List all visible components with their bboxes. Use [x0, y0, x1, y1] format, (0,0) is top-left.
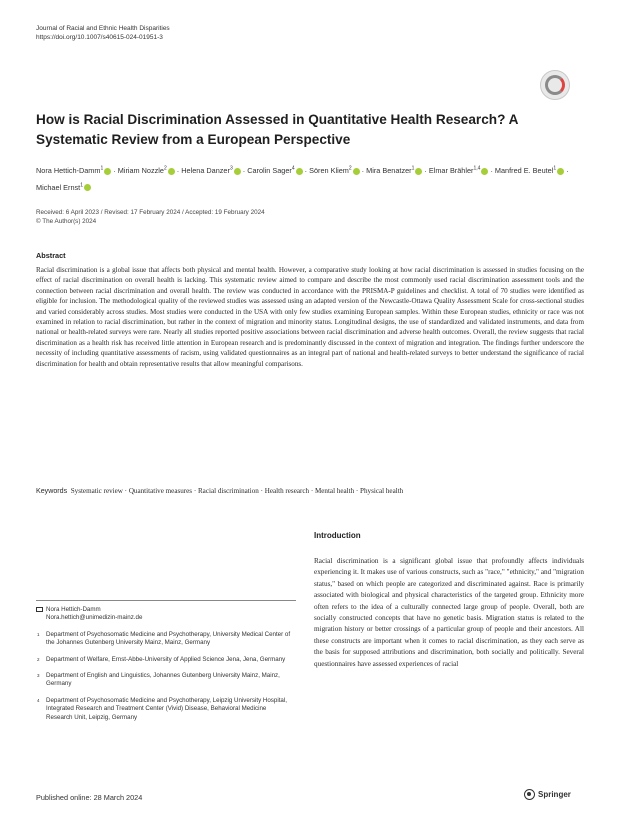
author-list: Nora Hettich-Damm$^1$ · Miriam Nozzle$^2$ · Helena Danzer$^3$ · Carolin Sager$^4$ · Sören Kliem$^2$ · Mira Benatzer$^1$ · Elmar Brähler$^{1,4}$ · Manfred E. Beutel$^1$ · Michael Ernst$^1$: [36, 166, 569, 192]
affiliation-number: 4: [37, 697, 40, 703]
affiliation: [36, 672, 291, 689]
footnotes: [36, 606, 291, 730]
author-name: Michael Ernst: [36, 182, 81, 192]
footnote-divider: [36, 600, 296, 601]
author: [495, 166, 564, 175]
correspondence: [36, 606, 291, 623]
author-affiliation-number: 1: [553, 166, 557, 172]
affiliation-list: [36, 631, 291, 722]
affiliation-text: Department of Psychosomatic Medicine and Psychotherapy, University Medical Center of the Johannes Gutenberg University Mainz, Mainz, Germany: [46, 630, 291, 647]
author-name: Nora Hettich-Damm: [36, 166, 101, 176]
author: [247, 166, 302, 175]
author-name: Sören Kliem: [309, 166, 349, 176]
crossmark-icon[interactable]: [540, 70, 570, 100]
author-affiliation-number: 1: [411, 166, 415, 172]
author-name: Carolin Sager: [247, 166, 292, 176]
author-name: Helena Danzer: [181, 166, 230, 176]
affiliation-text: Department of Psychosomatic Medicine and Psychotherapy, Leipzig University Hospital, Integrated Research and Treatment Center (Vivid) Disease, Behavioral Medicine Research Unit, Leipzig, Germany: [46, 696, 287, 721]
doi-link[interactable]: https://doi.org/10.1007/s40615-024-01951-3: [36, 34, 163, 41]
affiliation: [36, 697, 291, 722]
author: [181, 166, 240, 175]
article-title: How is Racial Discrimination Assessed in Quantitative Health Research? A Systematic Review from a European Perspective: [36, 112, 518, 147]
affiliation-text: Department of English and Linguistics, Johannes Gutenberg University Mainz, Mainz, Germany: [46, 672, 280, 688]
affiliation-number: 1: [37, 631, 40, 637]
author-name: Elmar Brähler: [428, 166, 474, 176]
author: [36, 183, 91, 192]
author-affiliation-number: 1: [100, 166, 104, 172]
author: [309, 166, 360, 175]
mail-icon: [36, 607, 43, 612]
orcid-icon[interactable]: [296, 168, 303, 175]
author: [429, 166, 489, 175]
affiliation-text: Department of Welfare, Ernst-Abbe-University of Applied Science Jena, Jena, Germany: [46, 655, 286, 663]
introduction-heading: Introduction: [314, 531, 361, 540]
orcid-icon[interactable]: [84, 184, 91, 191]
author-affiliation-number: 1: [80, 182, 83, 189]
affiliation-number: 2: [37, 656, 40, 662]
author-affiliation-number: 2: [163, 166, 167, 172]
author: [366, 166, 422, 175]
history-dates: Received: 6 April 2023 / Revised: 17 February 2024 / Accepted: 19 February 2024: [36, 209, 265, 216]
author-affiliation-number: 3: [229, 166, 233, 172]
orcid-icon[interactable]: [104, 168, 111, 175]
orcid-icon[interactable]: [353, 168, 360, 175]
publisher-name: Springer: [538, 790, 571, 799]
author-name: Manfred E. Beutel: [494, 166, 554, 176]
orcid-icon[interactable]: [415, 168, 422, 175]
orcid-icon[interactable]: [481, 168, 488, 175]
journal-name: Journal of Racial and Ethnic Health Disparities: [36, 25, 170, 32]
author: [118, 166, 175, 175]
author-affiliation-number: 4: [291, 166, 295, 172]
author: [36, 166, 111, 175]
orcid-icon[interactable]: [168, 168, 175, 175]
correspondence-name: Nora Hettich-Damm: [46, 606, 101, 613]
abstract-heading: Abstract: [36, 251, 66, 260]
orcid-icon[interactable]: [557, 168, 564, 175]
journal-header: [36, 24, 466, 42]
keywords: [36, 486, 584, 496]
author-name: Miriam Nozzle: [117, 166, 164, 176]
author-name: Mira Benatzer: [366, 166, 412, 176]
published-date: Published online: 28 March 2024: [36, 793, 143, 802]
keywords-label: Keywords: [36, 487, 68, 495]
author-affiliation-number: 2: [348, 166, 352, 172]
affiliation-number: 3: [37, 673, 40, 679]
author-affiliation-number: 1,4: [473, 166, 481, 172]
springer-horse-icon: [524, 789, 535, 800]
affiliation: [36, 631, 291, 648]
correspondence-email[interactable]: Nora.hettich@unimedizin-mainz.de: [46, 614, 143, 622]
introduction-text: Racial discrimination is a significant global issue that profoundly affects individuals experiencing it. It makes use of various constructs, such as "race," "ethnicity," and "migration status," based on which people are categorized and discriminated against. Race is primarily associated with biological and physical characteristics of the targeted group. Ethnicity more often refers to the idea of a culturally connected large group of people. Overall, both are socially constructed concepts that have no genetic basis. Migration status is related to the migration history or better crossings of a particular group of people and their ancestors. All these constructs are important when it comes to racial discrimination, as they each serve as the basis for supposed attributions and discrimination, both socially and politically. Several questionnaires have assessed experiences of racial: [314, 557, 584, 668]
affiliation: [36, 656, 291, 664]
publisher-logo: [524, 789, 571, 800]
keywords-text: Systematic review · Quantitative measures · Racial discrimination · Health research · Mental health · Physical health: [70, 487, 404, 495]
article-dates: [36, 209, 536, 226]
abstract-text: Racial discrimination is a global issue that affects both physical and mental health. However, a comparative study looking at how racial discrimination is assessed in studies focusing on the effect of racial discrimination on overall health is lacking. This systematic review aimed to compare and describe the most commonly used racial discrimination assessment tools and the connection between racial discrimination and overall health. The review was conducted in accordance with the PRISMA-P guidelines and checklist. A total of 70 studies were identified as eligible for inclusion. The methodological quality of the reviewed studies was assessed using an adapted version of the Newcastle-Ottawa Quality Assessment Scale for cross-sectional studies and varied considerably across studies. Most studies were conducted in the USA with only few studies examining European samples. Within these European studies, ethnicity or race was not examined in relation to racial discrimination, but rather in the context of migration and minority status. Longitudinal designs, the use of standardized and validated instruments, and data from national or health-related surveys were rare. Nearly all studies reported positive associations between racial discrimination and adverse health outcomes. Overall, the review suggests that racial discrimination as a health risk has received little attention in European research and is predominantly discussed in the context of migration and integration. The findings further underscore the necessity of including quantitative assessments of racism, using validated questionnaires as an integral part of national and health-related surveys to better understand the significance of racial discrimination for health and obtain representative results that allow meaningful comparisons.: [36, 266, 584, 368]
copyright: © The Author(s) 2024: [36, 217, 97, 225]
orcid-icon[interactable]: [234, 168, 241, 175]
